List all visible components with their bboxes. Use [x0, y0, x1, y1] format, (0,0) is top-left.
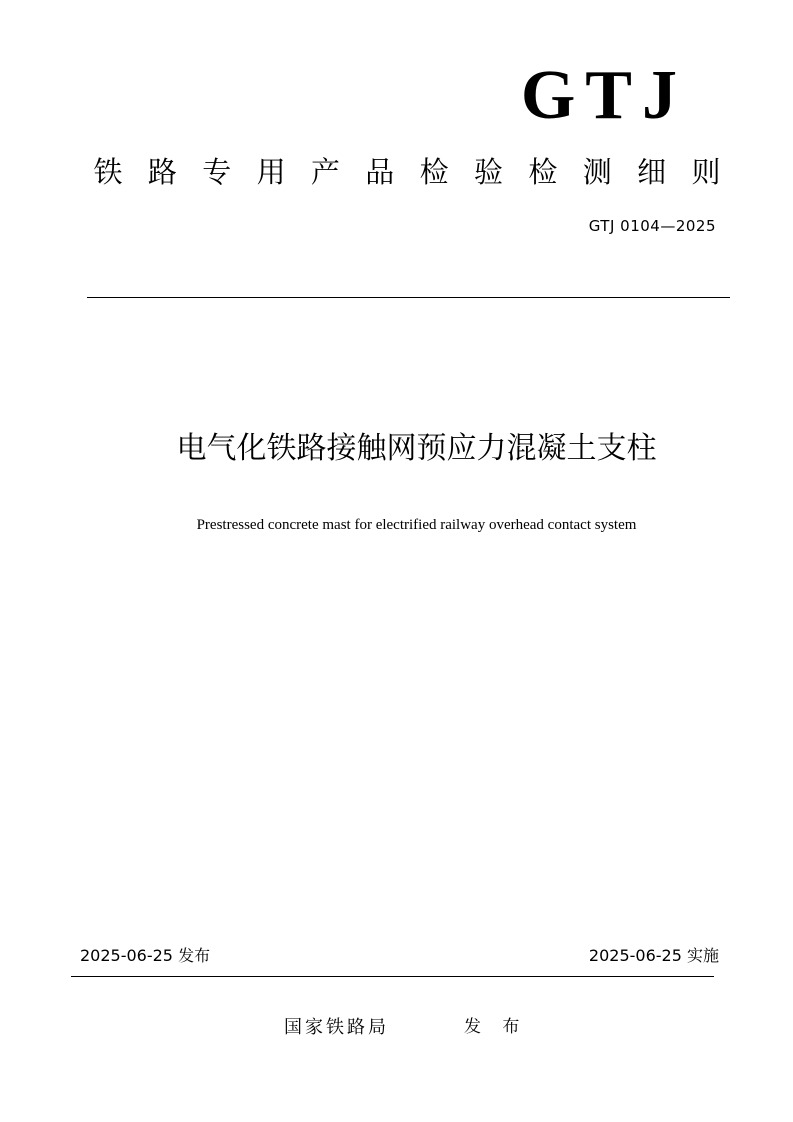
category-char: 铁	[93, 155, 123, 189]
category-char: 路	[147, 155, 177, 189]
standard-code: GTJ 0104—2025	[588, 217, 716, 235]
implementation-date: 2025-06-25 实施	[588, 946, 719, 965]
issue-date: 2025-06-25 发布	[80, 946, 211, 965]
category-char: 产	[310, 155, 340, 189]
category-char: 品	[365, 155, 395, 189]
document-title-english: Prestressed concrete mast for electrified railway overhead contact system	[196, 517, 637, 533]
document-title-chinese: 电气化铁路接触网预应力混凝土支柱	[176, 431, 657, 466]
publish-label: 发 布	[464, 1017, 528, 1037]
category-char: 用	[256, 155, 286, 189]
category-char: 检	[528, 155, 558, 189]
publisher-name: 国家铁路局	[284, 1017, 389, 1038]
footer-divider	[71, 976, 714, 977]
category-char: 细	[637, 155, 667, 189]
gtj-logo: GTJ	[520, 57, 687, 134]
document-category	[92, 150, 722, 194]
header-divider	[87, 297, 730, 298]
category-char: 检	[419, 155, 449, 189]
category-char: 测	[582, 155, 612, 189]
category-char: 专	[202, 155, 232, 189]
category-char: 则	[691, 155, 721, 189]
category-char: 验	[474, 155, 504, 189]
